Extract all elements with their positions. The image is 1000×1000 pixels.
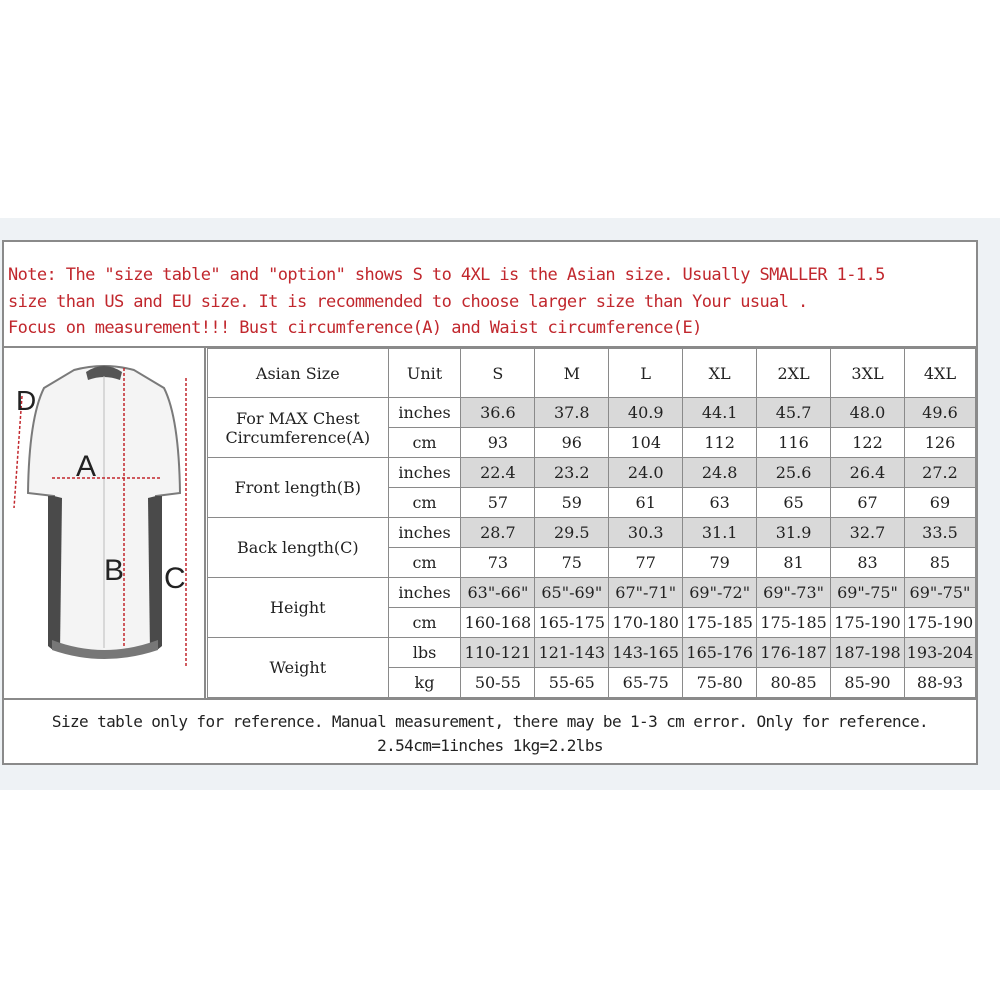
size-chart-frame bbox=[2, 240, 978, 765]
table-row bbox=[208, 398, 976, 428]
value-cell: 69"-72" bbox=[683, 578, 757, 608]
value-cell: 160-168 bbox=[461, 608, 535, 638]
value-cell: 65-75 bbox=[609, 668, 683, 698]
value-cell: 143-165 bbox=[609, 638, 683, 668]
size-header: S bbox=[461, 349, 535, 398]
value-cell: 175-190 bbox=[904, 608, 975, 638]
value-cell: 25.6 bbox=[757, 458, 831, 488]
value-cell: 30.3 bbox=[609, 518, 683, 548]
value-cell: 85-90 bbox=[831, 668, 905, 698]
value-cell: 55-65 bbox=[535, 668, 609, 698]
size-table bbox=[207, 348, 976, 698]
value-cell: 27.2 bbox=[904, 458, 975, 488]
value-cell: 48.0 bbox=[831, 398, 905, 428]
value-cell: 126 bbox=[904, 428, 975, 458]
note-line-3: Focus on measurement!!! Bust circumference(A) and Waist circumference(E) bbox=[8, 318, 702, 338]
value-cell: 63"-66" bbox=[461, 578, 535, 608]
value-cell: 44.1 bbox=[683, 398, 757, 428]
value-cell: 67"-71" bbox=[609, 578, 683, 608]
value-cell: 22.4 bbox=[461, 458, 535, 488]
note-line-2: size than US and EU size. It is recommended to choose larger size than Your usual . bbox=[8, 291, 808, 312]
size-header: 4XL bbox=[904, 349, 975, 398]
value-cell: 59 bbox=[535, 488, 609, 518]
unit-cell: inches bbox=[388, 578, 461, 608]
value-cell: 175-185 bbox=[683, 608, 757, 638]
row-group-label-line-1: For MAX Chest bbox=[235, 408, 360, 428]
value-cell: 67 bbox=[831, 488, 905, 518]
unit-cell: cm bbox=[388, 488, 461, 518]
unit-cell: inches bbox=[388, 458, 461, 488]
value-cell: 85 bbox=[904, 548, 975, 578]
row-group-label-line-2: Circumference(A) bbox=[225, 427, 371, 447]
value-cell: 31.1 bbox=[683, 518, 757, 548]
value-cell: 80-85 bbox=[757, 668, 831, 698]
value-cell: 81 bbox=[757, 548, 831, 578]
value-cell: 121-143 bbox=[535, 638, 609, 668]
value-cell: 104 bbox=[609, 428, 683, 458]
value-cell: 79 bbox=[683, 548, 757, 578]
value-cell: 69"-75" bbox=[831, 578, 905, 608]
value-cell: 33.5 bbox=[904, 518, 975, 548]
table-row bbox=[208, 578, 976, 608]
value-cell: 69 bbox=[904, 488, 975, 518]
size-header: M bbox=[535, 349, 609, 398]
value-cell: 26.4 bbox=[831, 458, 905, 488]
header-row bbox=[208, 349, 976, 398]
row-group-label: Back length(C) bbox=[208, 518, 389, 578]
footer-line-1: Size table only for reference. Manual measurement, there may be 1-3 cm error. Only for reference. bbox=[51, 712, 929, 731]
row-group-label: Weight bbox=[208, 638, 389, 698]
value-cell: 116 bbox=[757, 428, 831, 458]
value-cell: 28.7 bbox=[461, 518, 535, 548]
value-cell: 176-187 bbox=[757, 638, 831, 668]
value-cell: 61 bbox=[609, 488, 683, 518]
jersey-figure bbox=[4, 348, 206, 698]
value-cell: 69"-75" bbox=[904, 578, 975, 608]
value-cell: 23.2 bbox=[535, 458, 609, 488]
value-cell: 29.5 bbox=[535, 518, 609, 548]
unit-cell: inches bbox=[388, 398, 461, 428]
value-cell: 175-190 bbox=[831, 608, 905, 638]
label-d: D bbox=[16, 385, 37, 416]
jersey-right-panel bbox=[148, 496, 162, 652]
value-cell: 83 bbox=[831, 548, 905, 578]
value-cell: 75-80 bbox=[683, 668, 757, 698]
value-cell: 49.6 bbox=[904, 398, 975, 428]
value-cell: 193-204 bbox=[904, 638, 975, 668]
label-a: A bbox=[76, 450, 97, 483]
value-cell: 187-198 bbox=[831, 638, 905, 668]
value-cell: 75 bbox=[535, 548, 609, 578]
row-group-label: Height bbox=[208, 578, 389, 638]
unit-cell: cm bbox=[388, 548, 461, 578]
value-cell: 96 bbox=[535, 428, 609, 458]
row-group-label: Front length(B) bbox=[208, 458, 389, 518]
value-cell: 165-176 bbox=[683, 638, 757, 668]
value-cell: 73 bbox=[461, 548, 535, 578]
unit-cell: kg bbox=[388, 668, 461, 698]
value-cell: 24.8 bbox=[683, 458, 757, 488]
unit-cell: cm bbox=[388, 428, 461, 458]
value-cell: 112 bbox=[683, 428, 757, 458]
size-header: 3XL bbox=[831, 349, 905, 398]
size-header: XL bbox=[683, 349, 757, 398]
value-cell: 65 bbox=[757, 488, 831, 518]
value-cell: 170-180 bbox=[609, 608, 683, 638]
value-cell: 50-55 bbox=[461, 668, 535, 698]
value-cell: 65"-69" bbox=[535, 578, 609, 608]
size-table-body bbox=[208, 349, 976, 698]
value-cell: 69"-73" bbox=[757, 578, 831, 608]
corner-header: Asian Size bbox=[208, 349, 389, 398]
label-b: B bbox=[104, 554, 125, 587]
unit-header: Unit bbox=[388, 349, 461, 398]
footer-line-2: 2.54cm=1inches 1kg=2.2lbs bbox=[377, 736, 603, 755]
unit-cell: inches bbox=[388, 518, 461, 548]
value-cell: 31.9 bbox=[757, 518, 831, 548]
value-cell: 32.7 bbox=[831, 518, 905, 548]
table-row bbox=[208, 518, 976, 548]
value-cell: 77 bbox=[609, 548, 683, 578]
value-cell: 175-185 bbox=[757, 608, 831, 638]
value-cell: 45.7 bbox=[757, 398, 831, 428]
unit-cell: cm bbox=[388, 608, 461, 638]
table-row bbox=[208, 638, 976, 668]
row-group-label bbox=[208, 398, 389, 458]
size-footer bbox=[4, 698, 976, 763]
jersey-left-panel bbox=[48, 496, 62, 652]
size-note bbox=[4, 242, 976, 348]
value-cell: 37.8 bbox=[535, 398, 609, 428]
jersey-illustration bbox=[4, 348, 204, 698]
value-cell: 122 bbox=[831, 428, 905, 458]
value-cell: 40.9 bbox=[609, 398, 683, 428]
label-c: C bbox=[164, 562, 186, 595]
size-header: 2XL bbox=[757, 349, 831, 398]
note-line-1: Note: The "size table" and "option" shows S to 4XL is the Asian size. Usually SMALLER 1-1.5 bbox=[8, 265, 885, 285]
value-cell: 57 bbox=[461, 488, 535, 518]
value-cell: 93 bbox=[461, 428, 535, 458]
value-cell: 36.6 bbox=[461, 398, 535, 428]
value-cell: 165-175 bbox=[535, 608, 609, 638]
size-header: L bbox=[609, 349, 683, 398]
value-cell: 88-93 bbox=[904, 668, 975, 698]
value-cell: 63 bbox=[683, 488, 757, 518]
table-row bbox=[208, 458, 976, 488]
value-cell: 110-121 bbox=[461, 638, 535, 668]
unit-cell: lbs bbox=[388, 638, 461, 668]
value-cell: 24.0 bbox=[609, 458, 683, 488]
